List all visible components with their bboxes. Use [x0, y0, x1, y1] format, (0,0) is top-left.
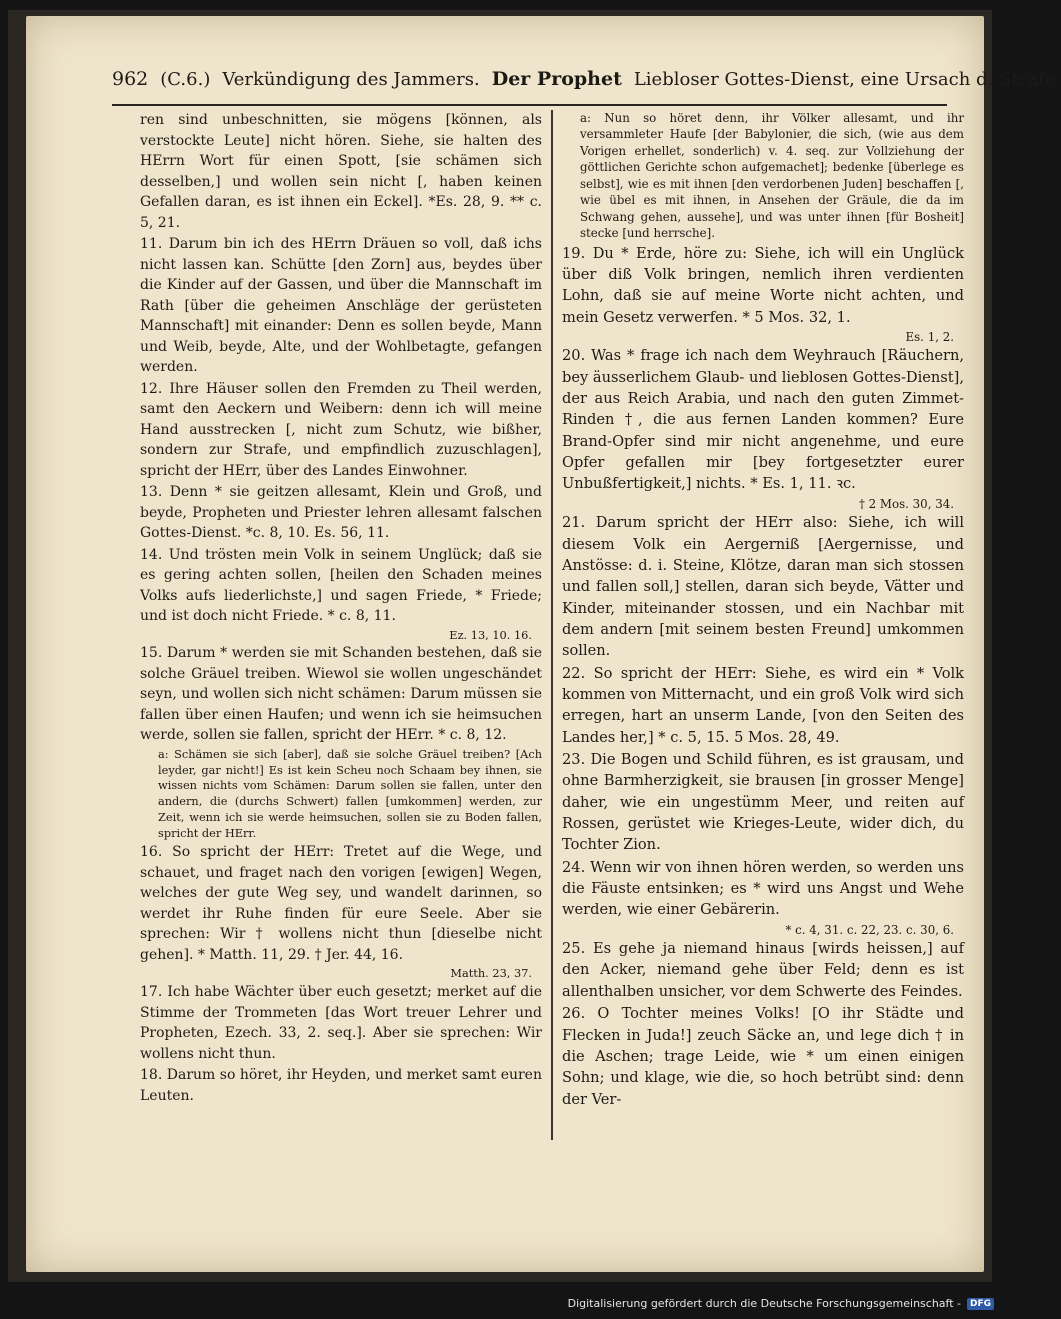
- verse: 18. Darum so höret, ihr Heyden, und merket samt euren Leuten.: [140, 1067, 542, 1104]
- running-head: [112, 68, 1061, 104]
- gloss-commentary: a: Nun so höret denn, ihr Völker allesamt, und ihr versammleter Haufe [der Babylonier, die sich, (wie aus dem Vorigen erhellet, sonderlich) v. 4. seq. zur Vollziehung der göttlichen Gerichte schon aufgemachet]; bedenke [überlege es selbst], wie es mit ihnen [den verdorbenen Juden] beschaffen [, wie übel es mit ihnen, in Ansehen der Gräule, die da im Schwang gehen, aussehe], und was unter ihnen [für Bosheit] stecke [und herrsche].: [580, 111, 964, 241]
- center-running-title: Der Prophet: [491, 68, 622, 90]
- dfg-logo-icon: DFG: [967, 1298, 994, 1310]
- verse: 15. Darum * werden sie mit Schanden bestehen, daß sie solche Gräuel treiben. Wiewol sie wollen ungeschändet seyn, und wollen sich nicht schämen: Darum müssen sie fallen über einen Haufen; und wenn ich sie heimsuchen werde, sollen sie fallen, spricht der HErr. * c. 8, 12.: [140, 645, 542, 744]
- gloss-commentary: a: Schämen sie sich [aber], daß sie solche Gräuel treiben? [Ach leyder, gar nicht!] Es ist kein Scheu noch Schaam bey ihnen, sie wissen nichts vom Schämen: Darum sollen sie fallen, unter den andern, die (durchs Schwert) fallen [umkommen] werden, zur Zeit, wenn ich sie werde heimsuchen, sollen sie zu Boden fallen, spricht der HErr.: [158, 746, 542, 840]
- verse: 20. Was * frage ich nach dem Weyhrauch [Räuchern, bey äusserlichem Glaub- und lieblosen Gottes-Dienst], der aus Reich Arabia, und nach den guten Zimmet-Rinden †, die aus fernen Landen kommen? Eure Brand-Opfer sind mir nicht angenehme, und eure Opfer gefallen mir [bey fortgesetzter eurer Unbußfertigkeit,] nichts. * Es. 1, 11. ꝛc.: [562, 347, 964, 493]
- verse: 22. So spricht der HErr: Siehe, es wird ein * Volk kommen von Mitternacht, und ein groß Volk wird sich erregen, hart an unserm Lande, [von den Seiten des Landes her,] * c. 5, 15. 5 Mos. 28, 49.: [562, 664, 964, 746]
- verse: 23. Die Bogen und Schild führen, es ist grausam, und ohne Barmherzigkeit, sie brausen [in grosser Menge] daher, wie ein ungestümm Meer, und reiten auf Rossen, gerüstet wie Krieges-Leute, wider dich, du Tochter Zion.: [562, 750, 964, 854]
- verse: 19. Du * Erde, höre zu: Siehe, ich will ein Unglück über diß Volk bringen, nemlich ihren verdienten Lohn, daß sie auf meine Worte nicht achten, und mein Gesetz verwerfen. * 5 Mos. 32, 1.: [562, 244, 964, 326]
- verse: 11. Darum bin ich des HErrn Dräuen so voll, daß ichs nicht lassen kan. Schütte [den Zorn] aus, beydes über die Kinder auf der Gassen, und über die Mannschaft im Rath [über die geheimen Anschläge der gerüsteten Mannschaft] mit einander: Denn es sollen beyde, Mann und Weib, beyde, Alte, und der Wohlbetagte, gefangen werden.: [140, 236, 542, 375]
- right-column: [562, 110, 964, 1111]
- header-rule: [112, 104, 947, 106]
- column-divider: [551, 110, 553, 1140]
- left-running-title: Verkündigung des Jammers.: [222, 69, 480, 90]
- verse: 16. So spricht der HErr: Tretet auf die Wege, und schauet, und fraget nach den vorigen [ewigen] Wegen, welches der gute Weg sey, und wandelt darinnen, so werdet ihr Ruhe finden für eure Seele. Aber sie sprechen: Wir † wollens nicht thun [dieselbe nicht gehen]. * Matth. 11, 29. † Jer. 44, 16.: [140, 844, 542, 963]
- cross-reference: Ez. 13, 10. 16.: [449, 627, 532, 642]
- cross-reference: Es. 1, 2.: [905, 329, 954, 344]
- footer-credit: [568, 1297, 994, 1310]
- verse: 21. Darum spricht der HErr also: Siehe, ich will diesem Volk ein Aergerniß [Aergernisse, und Anstösse: d. i. Steine, Klötze, daran man sich stossen und fallen soll,] stellen, daran sich beyde, Vätter und Kinder, miteinander stossen, und ein Nachbar mit dem andern [mit seinem besten Freund] umkommen sollen.: [562, 514, 964, 660]
- left-column: [140, 110, 542, 1107]
- verse: 17. Ich habe Wächter über euch gesetzt; merket auf die Stimme der Trommeten [das Wort treuer Lehrer und Propheten, Ezech. 33, 2. seq.]. Aber sie sprechen: Wir wollens nicht thun.: [140, 984, 542, 1062]
- verse: 14. Und trösten mein Volk in seinem Unglück; daß sie es gering achten sollen, [heilen den Schaden meines Volks aufs liederlichste,] und sagen Friede, * Friede; und ist doch nicht Friede. * c. 8, 11.: [140, 546, 542, 624]
- right-running-title: Liebloser Gottes-Dienst, eine Ursach d. Strafe.: [633, 69, 1061, 90]
- verse: 24. Wenn wir von ihnen hören werden, so werden uns die Fäuste entsinken; es * wird uns Angst und Wehe werden, wie einer Gebärerin.: [562, 858, 964, 919]
- cross-reference: † 2 Mos. 30, 34.: [858, 496, 954, 511]
- cross-reference: * c. 4, 31. c. 22, 23. c. 30, 6.: [785, 922, 954, 937]
- verse: ren sind unbeschnitten, sie mögens [können, als verstockte Leute] nicht hören. Siehe, sie halten des HErrn Wort für einen Spott, [sie schämen sich desselben,] und wollen sein nicht [, haben keinen Gefallen daran, es ist ihnen ein Eckel]. *Es. 28, 9. ** c. 5, 21.: [140, 112, 542, 231]
- verse: 26. O Tochter meines Volks! [O ihr Städte und Flecken in Juda!] zeuch Säcke an, und lege dich † in die Aschen; trage Leide, wie * um einen einigen Sohn; und klage, wie die, so hoch betrübt sind: denn der Ver-: [562, 1005, 964, 1108]
- chapter-mark: (C.6.): [160, 69, 211, 90]
- verse: 13. Denn * sie geitzen allesamt, Klein und Groß, und beyde, Propheten und Priester lehren allesamt falschen Gottes-Dienst. *c. 8, 10. Es. 56, 11.: [140, 484, 542, 541]
- footer-text: Digitalisierung gefördert durch die Deutsche Forschungsgemeinschaft -: [567, 1297, 961, 1310]
- verse: 12. Ihre Häuser sollen den Fremden zu Theil werden, samt den Aeckern und Weibern: denn ich will meine Hand ausstrecken [, nicht zum Schutz, wie bißher, sondern zur Strafe, und empfindlich zuzuschlagen], spricht der HErr, über des Landes Einwohner.: [140, 380, 542, 479]
- cross-reference: Matth. 23, 37.: [450, 966, 532, 981]
- page-number: 962: [112, 68, 149, 90]
- verse: 25. Es gehe ja niemand hinaus [wirds heissen,] auf den Acker, niemand gehe über Feld; denn es ist allenthalben unsicher, vor dem Schwerte des Feindes.: [562, 940, 964, 1000]
